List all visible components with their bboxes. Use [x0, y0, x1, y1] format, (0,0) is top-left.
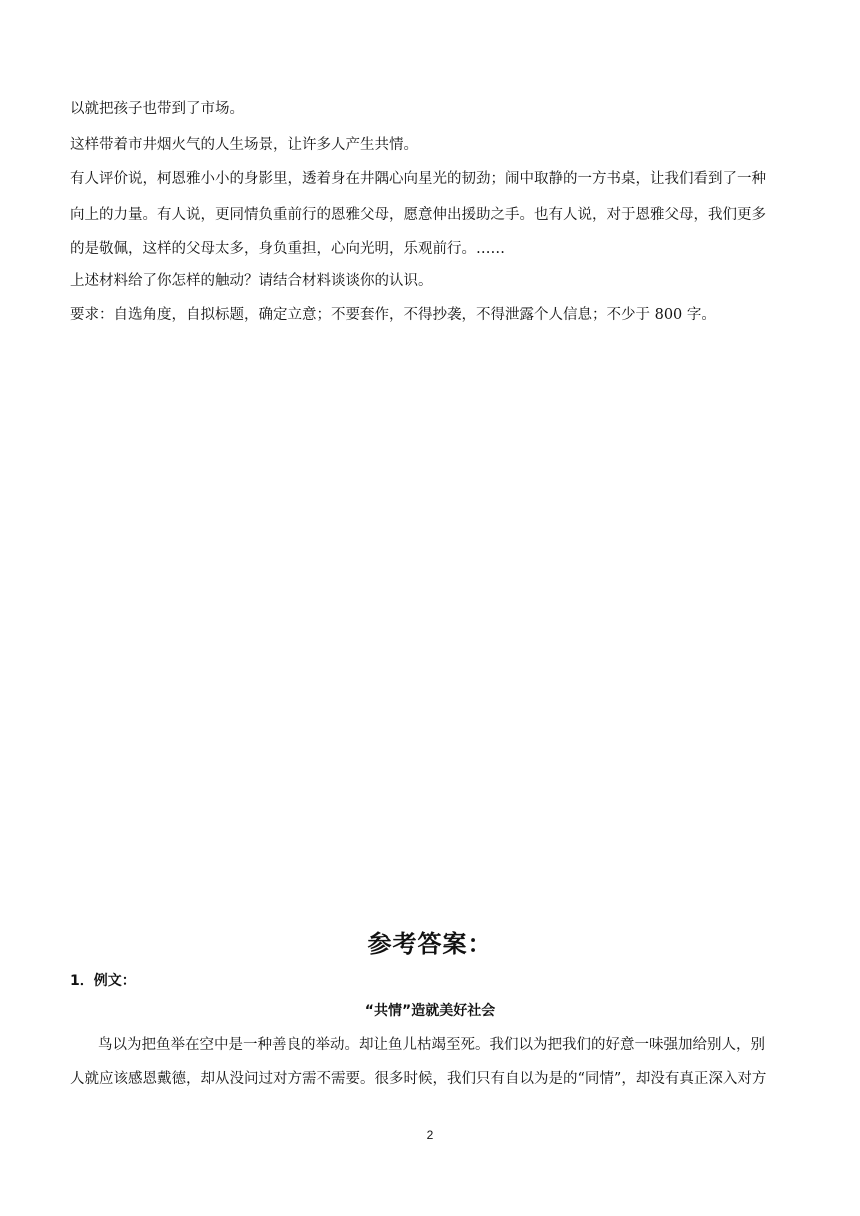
material-line-2: 这样带着市井烟火气的人生场景，让许多人产生共情。	[70, 137, 418, 153]
answer-heading: 参考答案：	[367, 930, 493, 958]
question-number: 1．例文：	[70, 973, 136, 989]
requirements-line: 要求：自选角度，自拟标题，确定立意；不要套作，不得抄袭，不得泄露个人信息；不少于 800 字。	[70, 307, 716, 323]
material-line-5: 的是敬佩，这样的父母太多，身负重担，心向光明，乐观前行。……	[70, 241, 505, 257]
material-line-6: 上述材料给了你怎样的触动？请结合材料谈谈你的认识。	[70, 273, 433, 289]
material-line-4: 向上的力量。有人说，更同情负重前行的恩雅父母，愿意伸出援助之手。也有人说，对于恩雅父母，我们更多	[70, 207, 766, 223]
material-line-3: 有人评价说，柯恩雅小小的身影里，透着身在井隅心向星光的韧劲；闹中取静的一方书桌，让我们看到了一种	[70, 171, 766, 187]
essay-paragraph-line-1: 鸟以为把鱼举在空中是一种善良的举动。却让鱼儿枯竭至死。我们以为把我们的好意一味强加给别人，别	[98, 1037, 765, 1053]
essay-paragraph-line-2: 人就应该感恩戴德，却从没问过对方需不需要。很多时候，我们只有自以为是的“同情”，却没有真正深入对方	[70, 1071, 767, 1087]
material-line-1: 以就把孩子也带到了市场。	[70, 101, 244, 117]
essay-title: “共情”造就美好社会	[364, 1003, 496, 1019]
page-number: 2	[426, 1128, 434, 1142]
